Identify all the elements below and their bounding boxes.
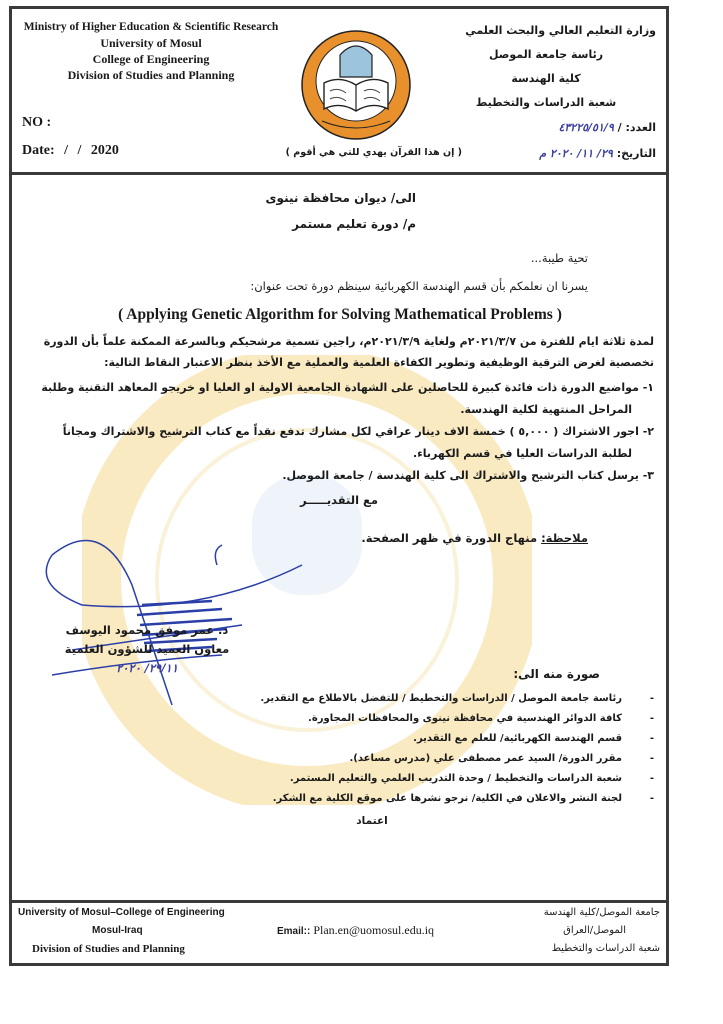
copies-heading: صورة منه الى: xyxy=(513,667,600,681)
college-ar: كلية الهندسة xyxy=(511,72,581,85)
reference-number-label: العدد: / xyxy=(617,121,656,134)
arabic-letterhead xyxy=(436,19,656,115)
point-1-line-2: المراحل المنتهية لكلية الهندسة. xyxy=(460,403,632,416)
letterhead xyxy=(12,9,666,175)
point-2-line-2: لطلبة الدراسات العليا في قسم الكهرباء. xyxy=(412,447,632,460)
division-en: Division of Studies and Planning xyxy=(67,68,235,82)
ministry-ar: وزارة التعليم العالي والبحث العلمي xyxy=(465,24,656,37)
arabic-date xyxy=(539,147,656,160)
letter-footer xyxy=(12,900,666,963)
footer-university-ar: جامعة الموصل/كلية الهندسة xyxy=(543,907,660,918)
copies-block xyxy=(262,663,654,685)
point-1-line-1: ١- مواضيع الدورة ذات فائدة كبيرة للحاصلين على الشهادة الجامعية الاولية او العليا او خريجو المعاهد التقنية وطلبة xyxy=(41,381,654,394)
college-en: College of Engineering xyxy=(92,52,210,66)
university-en: University of Mosul xyxy=(100,36,202,50)
division-ar: شعبة الدراسات والتخطيط xyxy=(475,96,617,109)
point-2-line-1: ٢- اجور الاشتراك ( ٥,٠٠٠ ) خمسة الاف دينار عراقي لكل مشارك تدفع نقداً مع كتاب الترشيح والاشتراك ومجاناً xyxy=(62,425,654,438)
list-item xyxy=(26,465,654,487)
list-item: - لجنة النشر والاعلان في الكلية/ نرجو نشرها على موقع الكلية مع الشكر. xyxy=(260,789,654,809)
letter-body xyxy=(12,175,666,903)
list-item xyxy=(26,377,654,421)
arabic-date-value: ٢٩/ ١١/ ٢٠٢٠ م xyxy=(539,147,613,160)
signer-block xyxy=(42,621,252,678)
signature-date: ٢٩/١١/ ٢٠٢٠ xyxy=(116,661,178,675)
footer-division-en: Division of Studies and Planning xyxy=(32,943,185,955)
approved-mark: اعتماد xyxy=(356,815,388,827)
body-paragraph: لمدة ثلاثة ايام للفترة من ٢٠٢١/٣/٧م ولغاية ٢٠٢١/٣/٩م، راجين تسمية مرشحيكم وبالسرعة الممكنة علماً بأن الدورة تخصصية لغرض الترقية الوظيفية وتطوير الكفاءة العلمية والعملية مع الأخذ بنظر الاعتبار النقاط التالية: xyxy=(43,335,654,369)
recipient: الى/ ديوان محافظة نينوى xyxy=(265,191,416,205)
list-item: - كافة الدوائر الهندسية في محافظة نينوى والمحافظات المجاورة. xyxy=(260,709,654,729)
note-text: منهاج الدورة في ظهر الصفحة. xyxy=(361,531,542,545)
copies-wrap xyxy=(260,687,654,809)
note-label: ملاحظة: xyxy=(541,531,588,545)
footer-division-ar: شعبة الدراسات والتخطيط xyxy=(551,943,660,954)
list-item: - شعبة الدراسات والتخطيط / وحدة التدريب العلمي والتعليم المستمر. xyxy=(260,769,654,789)
number-label-en: NO : xyxy=(22,115,52,130)
ministry-en: Ministry of Higher Education & Scientific Research xyxy=(23,21,279,33)
subject: م/ دورة تعليم مستمر xyxy=(292,217,416,231)
regards: مع التقديـــــر xyxy=(300,493,378,507)
footer-city-ar: الموصل/العراق xyxy=(563,925,626,936)
intro-sentence: يسرنا ان نعلمكم بأن قسم الهندسة الكهربائية سينظم دورة تحت عنوان: xyxy=(250,279,588,293)
footer-city-en: Mosul-Iraq xyxy=(92,925,143,936)
quran-motto: ( إن هذا القرآن يهدي للتي هي أقوم ) xyxy=(285,147,462,158)
copies-list xyxy=(260,689,654,809)
university-ar: رئاسة جامعة الموصل xyxy=(488,48,604,61)
list-item: - رئاسة جامعة الموصل / الدراسات والتخطيط / للتفضل بالاطلاع مع التقدير. xyxy=(260,689,654,709)
reference-number-value: ٤٣٢٢٥/٥١/٩ xyxy=(558,121,614,134)
list-item: - قسم الهندسة الكهربائية/ للعلم مع التقدير. xyxy=(260,729,654,749)
footer-email xyxy=(277,923,434,938)
english-letterhead xyxy=(20,19,282,83)
document-page xyxy=(9,6,669,966)
signer-name: د. عمر موفق محمود اليوسف xyxy=(65,623,229,637)
note xyxy=(26,527,654,549)
email-address[interactable]: Plan.en@uomosul.edu.iq xyxy=(313,923,435,937)
list-item: - مقرر الدورة/ السيد عمر مصطفى علي (مدرس مساعد). xyxy=(260,749,654,769)
points-list xyxy=(26,377,654,487)
email-label: Email:: xyxy=(277,926,311,937)
list-item xyxy=(26,421,654,465)
reference-number xyxy=(558,121,656,134)
university-logo xyxy=(300,29,412,141)
point-3-line-1: ٣- يرسل كتاب الترشيح والاشتراك الى كلية الهندسة / جامعة الموصل. xyxy=(282,469,654,482)
signer-title: معاون العميد للشؤون العلمية xyxy=(64,642,230,656)
footer-university-en: University of Mosul–College of Engineering xyxy=(18,907,225,918)
greeting: تحية طيبة... xyxy=(530,251,588,265)
arabic-date-label: التاريخ: xyxy=(616,147,656,160)
course-title: ( Applying Genetic Algorithm for Solving Mathematical Problems ) xyxy=(118,306,562,323)
date-label-en: Date: / / 2020 xyxy=(22,143,119,158)
letter-text-flow xyxy=(26,185,654,549)
